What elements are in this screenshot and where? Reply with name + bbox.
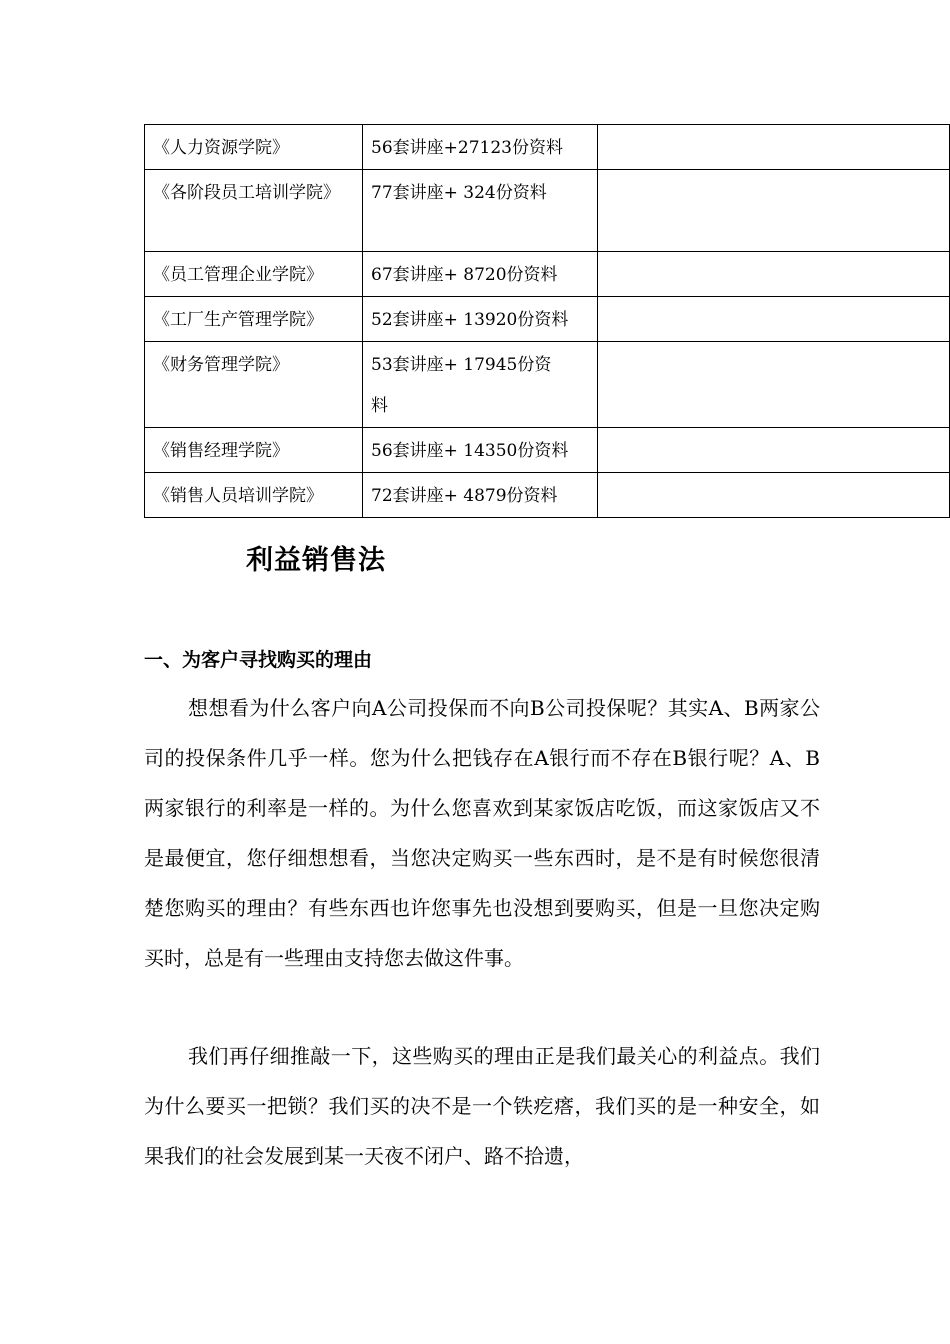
article-title: 利益销售法 <box>246 545 386 576</box>
college-name-cell: 《工厂生产管理学院》 <box>145 297 363 342</box>
note-cell <box>598 170 950 252</box>
resource-count-cell: 56套讲座+ 14350份资料 <box>363 428 598 473</box>
note-cell <box>598 342 950 428</box>
table-row <box>145 297 950 342</box>
table-row <box>145 473 950 518</box>
resource-count-cell: 56套讲座+27123份资料 <box>363 125 598 170</box>
table-row <box>145 428 950 473</box>
resource-count-cell: 72套讲座+ 4879份资料 <box>363 473 598 518</box>
resource-count-cell: 53套讲座+ 17945份资料 <box>363 342 598 428</box>
college-name-cell: 《销售经理学院》 <box>145 428 363 473</box>
table-row <box>145 125 950 170</box>
college-name-cell: 《财务管理学院》 <box>145 342 363 428</box>
note-cell <box>598 252 950 297</box>
table-row <box>145 252 950 297</box>
college-name-cell: 《人力资源学院》 <box>145 125 363 170</box>
college-name-cell: 《销售人员培训学院》 <box>145 473 363 518</box>
table-row <box>145 170 950 252</box>
resource-count-cell: 67套讲座+ 8720份资料 <box>363 252 598 297</box>
note-cell <box>598 297 950 342</box>
college-name-cell: 《员工管理企业学院》 <box>145 252 363 297</box>
section-heading: 一、为客户寻找购买的理由 <box>144 649 373 671</box>
resource-count-cell: 77套讲座+ 324份资料 <box>363 170 598 252</box>
note-cell <box>598 473 950 518</box>
catalog-table <box>144 124 950 518</box>
table-row <box>145 342 950 428</box>
note-cell <box>598 428 950 473</box>
body-paragraph: 想想看为什么客户向A公司投保而不向B公司投保呢？其实A、B两家公司的投保条件几乎一样。您为什么把钱存在A银行而不存在B银行呢？A、B两家银行的利率是一样的。为什么您喜欢到某家饭店吃饭，而这家饭店又不是最便宜，您仔细想想看，当您决定购买一些东西时，是不是有时候您很清楚您购买的理由？有些东西也许您事先也没想到要购买，但是一旦您决定购买时，总是有一些理由支持您去做这件事。 <box>144 696 820 970</box>
body-paragraph: 我们再仔细推敲一下，这些购买的理由正是我们最关心的利益点。我们为什么要买一把锁？我们买的决不是一个铁疙瘩，我们买的是一种安全，如果我们的社会发展到某一天夜不闭户、路不拾遗， <box>144 1044 820 1168</box>
college-name-cell: 《各阶段员工培训学院》 <box>145 170 363 252</box>
note-cell <box>598 125 950 170</box>
resource-count-cell: 52套讲座+ 13920份资料 <box>363 297 598 342</box>
